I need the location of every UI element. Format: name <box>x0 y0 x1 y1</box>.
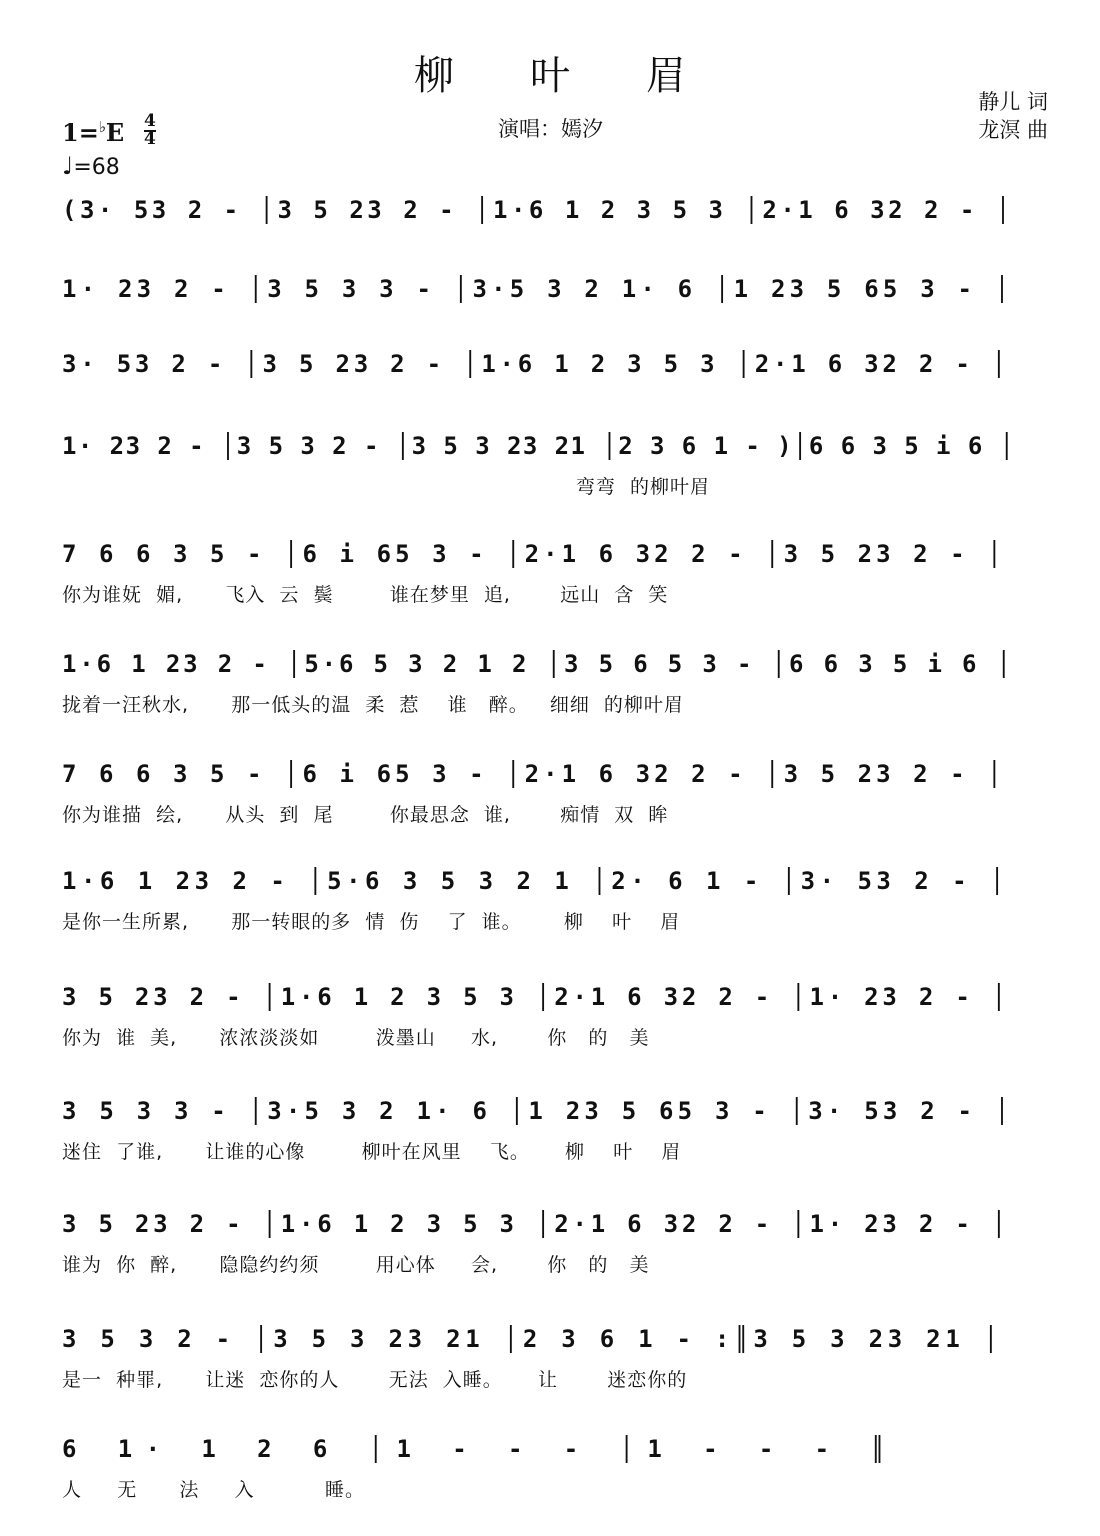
notation-line: 3 5 3 2 - │3 5 3 23 21 │2 3 6 1 - :║3 5 3 23 21 │ <box>62 1325 1003 1353</box>
quarter-note-icon: ♩ <box>62 152 74 180</box>
lyrics-line: 弯弯 的柳叶眉 <box>62 476 710 498</box>
notation-line: 3 5 3 3 - │3·5 3 2 1· 6 │1 23 5 65 3 - │3· 53 2 - │ <box>62 1097 1014 1125</box>
lyrics-line: 谁为 你 醉, 隐隐约约须 用心体 会, 你 的 美 <box>62 1254 650 1276</box>
lyrics-line: 你为 谁 美, 浓浓淡淡如 泼墨山 水, 你 的 美 <box>62 1027 650 1049</box>
key-prefix: 1= <box>62 118 99 147</box>
flat-symbol: ♭ <box>98 118 106 136</box>
notation-line: 1· 23 2 - │3 5 3 2 - │3 5 3 23 21 │2 3 6 1 - )│6 6 3 5 i 6 │ <box>62 432 1016 460</box>
song-title <box>0 44 1100 101</box>
notation-line: 7 6 6 3 5 - │6 i 65 3 - │2·1 6 32 2 - │3 5 23 2 - │ <box>62 760 1006 788</box>
singer: 演唱：嫣汐 <box>498 117 603 141</box>
credits <box>978 88 1048 144</box>
lyrics-line: 是你一生所累, 那一转眼的多 情 伤 了 谁。 柳 叶 眉 <box>62 911 681 933</box>
notation-line: 3· 53 2 - │3 5 23 2 - │1·6 1 2 3 5 3 │2·1 6 32 2 - │ <box>62 350 1011 378</box>
notation-line: 1·6 1 23 2 - │5·6 3 5 3 2 1 │2· 6 1 - │3· 53 2 - │ <box>62 867 1009 895</box>
lyrics-line: 你为谁妩 媚, 飞入 云 鬓 谁在梦里 追, 远山 含 笑 <box>62 584 669 606</box>
notation-line: 7 6 6 3 5 - │6 i 65 3 - │2·1 6 32 2 - │3 5 23 2 - │ <box>62 540 1006 568</box>
notation-line: 3 5 23 2 - │1·6 1 2 3 5 3 │2·1 6 32 2 - │1· 23 2 - │ <box>62 1210 1011 1238</box>
lyrics-line: 是一 种罪, 让迷 恋你的人 无法 入睡。 让 迷恋你的 <box>62 1369 688 1391</box>
time-bottom: 4 <box>144 129 156 149</box>
notation-line: 1·6 1 23 2 - │5·6 5 3 2 1 2 │3 5 6 5 3 - │6 6 3 5 i 6 │ <box>62 650 1014 678</box>
time-signature <box>144 111 156 149</box>
title-char-2: 叶 <box>530 53 570 99</box>
notation-line: 3 5 23 2 - │1·6 1 2 3 5 3 │2·1 6 32 2 - │1· 23 2 - │ <box>62 983 1011 1011</box>
title-char-1: 柳 <box>414 53 454 99</box>
title-char-3: 眉 <box>646 53 686 99</box>
lyrics-line: 拢着一汪秋水, 那一低头的温 柔 惹 谁 醉。 细细 的柳叶眉 <box>62 694 684 716</box>
lyrics-line: 人 无 法 入 睡。 <box>62 1479 366 1501</box>
notation-line: 1· 23 2 - │3 5 3 3 - │3·5 3 2 1· 6 │1 23 5 65 3 - │ <box>62 275 1014 303</box>
key-letter: E <box>105 118 125 147</box>
tempo <box>62 152 120 180</box>
notation-line: 6 1· 1 2 6 │1 - - - │1 - - - ║ <box>62 1435 899 1463</box>
lyrics-line: 你为谁描 绘, 从头 到 尾 你最思念 谁, 痴情 双 眸 <box>62 804 669 826</box>
time-top: 4 <box>144 111 156 131</box>
lyricist: 静儿 词 <box>978 90 1048 114</box>
key-signature <box>62 118 124 147</box>
lyrics-line: 迷住 了谁, 让谁的心像 柳叶在风里 飞。 柳 叶 眉 <box>62 1141 682 1163</box>
composer: 龙溟 曲 <box>978 118 1048 142</box>
notation-line: (3· 53 2 - │3 5 23 2 - │1·6 1 2 3 5 3 │2·1 6 32 2 - │ <box>62 196 1014 224</box>
tempo-value: =68 <box>73 155 120 180</box>
